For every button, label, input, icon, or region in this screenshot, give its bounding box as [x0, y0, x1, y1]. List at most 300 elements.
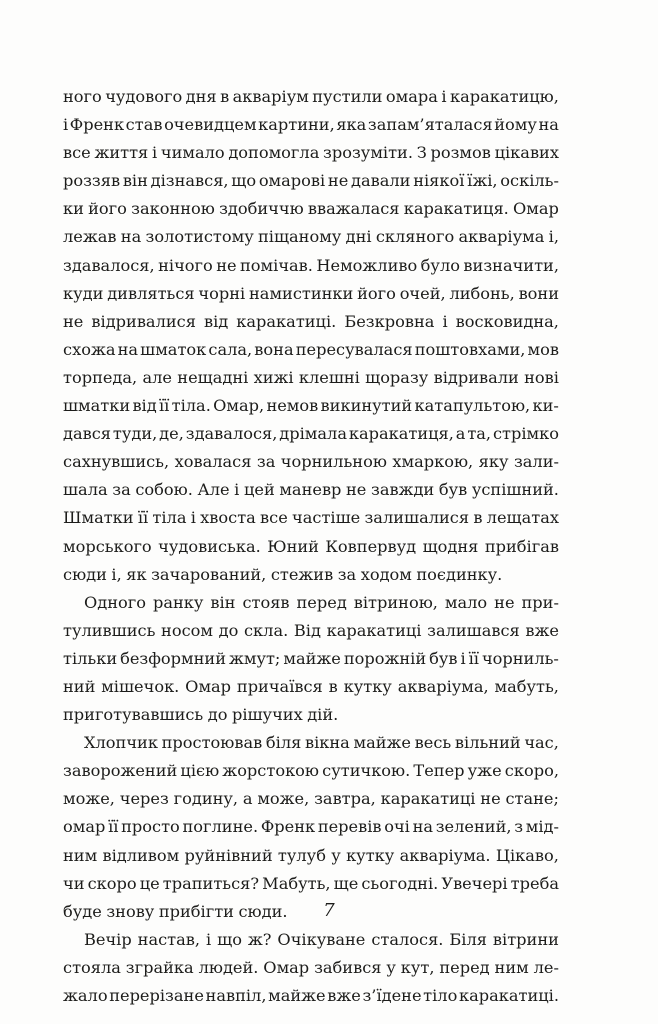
- word: ним: [494, 957, 529, 977]
- word: лежав: [63, 227, 117, 247]
- text-line: [63, 926, 559, 954]
- word: пустили: [312, 87, 383, 106]
- word: цією: [180, 761, 220, 781]
- word: вони: [518, 283, 559, 303]
- word: треба: [510, 873, 559, 893]
- word: Одного: [84, 592, 146, 612]
- word: мішечок.: [101, 676, 180, 696]
- word: визначити,: [463, 255, 559, 275]
- word: це: [139, 873, 160, 893]
- word: перевів: [317, 817, 382, 837]
- word: викинутий: [320, 396, 413, 416]
- word: торпеда,: [63, 367, 138, 387]
- word: але: [142, 367, 172, 387]
- word: і: [234, 480, 240, 500]
- word: піщаному: [258, 227, 342, 247]
- word: зграйка: [125, 957, 194, 977]
- word: законною: [131, 199, 215, 219]
- word: зрозуміти.: [323, 143, 413, 163]
- word: либонь,: [449, 283, 515, 303]
- word: життя: [94, 143, 149, 163]
- word: акваріума: [458, 227, 545, 247]
- word: оскіль-: [500, 171, 559, 191]
- word: вона: [254, 339, 294, 359]
- word: він: [122, 171, 148, 191]
- word: її: [468, 648, 479, 668]
- text-line: [63, 813, 559, 841]
- word: час,: [524, 733, 559, 753]
- word: перерізане: [109, 986, 204, 1005]
- word: Безкровна: [344, 311, 435, 331]
- word: сала,: [208, 339, 253, 359]
- word: куди: [63, 283, 104, 303]
- word: дивляться: [107, 283, 195, 303]
- word: Очікуване: [277, 929, 366, 949]
- word: жало: [63, 986, 108, 1005]
- word: дня: [185, 87, 217, 106]
- word: запам’яталася: [367, 115, 493, 135]
- word: трапиться?: [162, 873, 260, 893]
- word: ле-: [533, 957, 559, 977]
- word: простоював: [161, 733, 263, 753]
- text-line: [63, 785, 559, 813]
- word: ховалася: [174, 452, 252, 472]
- word: уже: [467, 761, 502, 781]
- word: мабуть,: [494, 676, 559, 696]
- word: не: [480, 789, 501, 809]
- word: Але: [197, 480, 230, 500]
- word: скоро: [87, 873, 137, 893]
- word: вітрини: [492, 929, 559, 949]
- word: та,: [467, 424, 492, 444]
- word: як: [126, 564, 147, 584]
- word: і: [206, 929, 212, 949]
- word: вітриною,: [353, 592, 438, 612]
- word: маневр: [279, 480, 342, 500]
- word: чудовиська.: [158, 536, 261, 556]
- text-line: [63, 757, 559, 785]
- word: і,: [111, 564, 122, 584]
- word: тулившись: [63, 620, 156, 640]
- word: акваріума,: [397, 676, 489, 696]
- word: поштовхами,: [414, 339, 526, 359]
- word: Омар,: [213, 396, 265, 416]
- text-line: [63, 842, 559, 870]
- word: носом: [161, 620, 213, 640]
- word: забився: [314, 957, 382, 977]
- word: її: [108, 817, 119, 837]
- word: знову: [106, 901, 155, 921]
- word: Омар: [263, 957, 310, 977]
- word: собою.: [135, 480, 193, 500]
- word: її: [137, 508, 149, 528]
- word: каракатиці.: [458, 986, 559, 1005]
- word: дався: [63, 424, 112, 444]
- word: він: [210, 592, 236, 612]
- word: тільки: [63, 648, 118, 668]
- word: їжі,: [467, 171, 498, 191]
- word: на: [120, 227, 142, 247]
- word: до: [218, 620, 239, 640]
- word: туди,: [112, 424, 158, 444]
- word: в: [473, 508, 483, 528]
- text-line: [63, 83, 559, 111]
- word: омар: [63, 817, 106, 837]
- text-line: [63, 364, 559, 392]
- text-line: [63, 336, 559, 364]
- word: здавалося,: [63, 255, 155, 275]
- word: кутку: [346, 845, 395, 865]
- word: ранку: [152, 592, 204, 612]
- word: при-: [521, 592, 559, 612]
- word: до: [207, 705, 228, 725]
- word: сюди.: [238, 901, 288, 921]
- word: чорні: [198, 283, 246, 303]
- text-line: [63, 617, 559, 645]
- word: очі: [384, 817, 410, 837]
- word: поєдинку.: [416, 564, 503, 584]
- word: стежив: [270, 564, 334, 584]
- word: скляного: [375, 227, 455, 247]
- word: каракатиці: [380, 789, 476, 809]
- text-line: [63, 195, 559, 223]
- word: в: [220, 87, 230, 106]
- body-text: [63, 83, 559, 1010]
- word: очевидцем: [164, 115, 257, 135]
- word: ним: [63, 845, 98, 865]
- text-line: [63, 308, 559, 336]
- word: через: [119, 789, 169, 809]
- word: дрімала: [279, 424, 347, 444]
- word: буде: [63, 901, 102, 921]
- word: порожній: [343, 648, 427, 668]
- word: чорнильною: [280, 452, 387, 472]
- word: золотистому: [145, 227, 254, 247]
- word: хижі: [253, 367, 294, 387]
- word: завжди: [370, 480, 435, 500]
- word: не: [63, 311, 84, 331]
- word: за: [337, 564, 357, 584]
- word: Тепер: [413, 761, 465, 781]
- word: нещадні: [177, 367, 249, 387]
- word: може,: [63, 789, 115, 809]
- word: Шматки: [63, 508, 134, 528]
- word: каракатиця.: [403, 199, 509, 219]
- word: майже: [268, 986, 326, 1005]
- word: ки: [63, 199, 84, 219]
- word: пересувалася: [295, 339, 413, 359]
- word: З: [416, 143, 427, 163]
- word: вікна: [304, 733, 350, 753]
- word: цікавих: [494, 143, 559, 163]
- word: жмут;: [228, 648, 281, 668]
- word: Юний: [267, 536, 319, 556]
- word: дій.: [307, 705, 339, 725]
- word: восковидна,: [455, 311, 559, 331]
- word: і: [460, 648, 466, 668]
- word: з: [514, 817, 524, 837]
- text-line: [63, 476, 559, 504]
- word: сюди: [63, 564, 107, 584]
- word: рішучих: [231, 705, 303, 725]
- word: Увечері: [441, 873, 508, 893]
- word: давали: [351, 171, 411, 191]
- word: стояла: [63, 957, 121, 977]
- text-line: [63, 392, 559, 420]
- word: відливом: [102, 845, 180, 865]
- text-line: [63, 645, 559, 673]
- word: просто: [121, 817, 180, 837]
- word: сталося.: [371, 929, 444, 949]
- word: відривалися: [91, 311, 196, 331]
- word: вже: [327, 986, 361, 1005]
- word: кутку: [343, 676, 392, 696]
- word: скла.: [243, 620, 289, 640]
- word: у: [386, 957, 396, 977]
- word: Мабуть,: [262, 873, 331, 893]
- word: Ковпервуд: [325, 536, 417, 556]
- word: Френк: [69, 115, 125, 135]
- word: за: [256, 452, 276, 472]
- word: його: [357, 283, 396, 303]
- word: жорстокою: [222, 761, 320, 781]
- word: все: [63, 143, 91, 163]
- word: поглине.: [182, 817, 259, 837]
- word: сутичкою.: [322, 761, 411, 781]
- word: каракатиця,: [348, 424, 454, 444]
- word: Омар: [513, 199, 559, 219]
- text-line: [63, 167, 559, 195]
- word: все: [260, 508, 288, 528]
- text-line: [63, 982, 559, 1010]
- word: від: [203, 311, 229, 331]
- word: настав,: [137, 929, 201, 949]
- word: каракатицю,: [449, 87, 559, 106]
- text-line: [63, 504, 559, 532]
- word: Неможливо: [316, 255, 418, 275]
- word: шматки: [63, 396, 131, 416]
- word: її: [158, 396, 170, 416]
- word: кут,: [400, 957, 435, 977]
- word: морського: [63, 536, 152, 556]
- word: за: [112, 480, 131, 500]
- word: немов: [266, 396, 319, 416]
- word: майже: [353, 733, 412, 753]
- word: зали-: [513, 452, 559, 472]
- word: роззяв: [63, 171, 121, 191]
- word: зачарований,: [151, 564, 267, 584]
- word: тіла: [152, 508, 187, 528]
- word: не: [494, 592, 515, 612]
- word: Омар: [185, 676, 232, 696]
- word: ніякої: [413, 171, 465, 191]
- word: Від: [293, 620, 321, 640]
- word: завтра,: [314, 789, 376, 809]
- word: сьогодні.: [361, 873, 439, 893]
- text-line: [63, 729, 559, 757]
- word: на: [412, 817, 434, 837]
- text-line: [63, 223, 559, 251]
- word: стрімко: [492, 424, 559, 444]
- word: заворожений: [63, 761, 178, 781]
- word: Цікаво,: [495, 845, 559, 865]
- word: схожа: [63, 339, 116, 359]
- word: Вечір: [84, 929, 132, 949]
- word: скоро,: [504, 761, 559, 781]
- word: картини,: [258, 115, 335, 135]
- word: ки-: [532, 396, 559, 416]
- word: ж?: [247, 929, 272, 949]
- word: хмаркою,: [392, 452, 474, 472]
- word: навпіл,: [205, 986, 267, 1005]
- word: мало: [444, 592, 488, 612]
- word: омара: [385, 87, 438, 106]
- word: ного: [63, 87, 102, 106]
- page-number: 7: [323, 900, 335, 921]
- word: розмов: [430, 143, 491, 163]
- word: катапультою,: [414, 396, 531, 416]
- word: допомогла: [228, 143, 320, 163]
- text-line: [63, 870, 559, 898]
- word: годину,: [173, 789, 239, 809]
- word: майже: [283, 648, 341, 668]
- word: яка: [336, 115, 367, 135]
- word: було: [420, 255, 460, 275]
- word: здобиччю: [219, 199, 304, 219]
- word: де,: [159, 424, 184, 444]
- word: і,: [548, 227, 559, 247]
- word: і: [441, 87, 447, 106]
- word: намистинки: [249, 283, 354, 303]
- word: біля: [265, 733, 302, 753]
- word: відривали: [433, 367, 519, 387]
- word: і: [151, 143, 158, 163]
- word: нові: [524, 367, 559, 387]
- text-line: [63, 280, 559, 308]
- word: омарові: [258, 171, 326, 191]
- word: чимало: [160, 143, 225, 163]
- word: шала: [63, 480, 108, 500]
- word: не: [346, 480, 367, 500]
- word: Хлопчик: [84, 733, 158, 753]
- word: щоразу: [365, 367, 429, 387]
- word: яку: [478, 452, 509, 472]
- word: нічого: [158, 255, 213, 275]
- text-line: [63, 673, 559, 701]
- word: акваріум: [232, 87, 309, 106]
- text-line: [63, 533, 559, 561]
- word: і: [442, 311, 448, 331]
- word: прибігав: [484, 536, 559, 556]
- word: чорниль-: [481, 648, 559, 668]
- word: Біля: [449, 929, 487, 949]
- text-line: [63, 589, 559, 617]
- word: ще: [333, 873, 359, 893]
- word: дні: [345, 227, 372, 247]
- word: тіло: [423, 986, 458, 1005]
- text-line: [63, 701, 559, 729]
- word: щодня: [422, 536, 479, 556]
- word: стояв: [242, 592, 290, 612]
- word: руйнівний: [184, 845, 273, 865]
- word: успішний.: [471, 480, 559, 500]
- word: не: [327, 171, 349, 191]
- word: на: [538, 115, 559, 135]
- text-line: [63, 954, 559, 982]
- word: залишалися: [364, 508, 470, 528]
- word: чи: [63, 873, 85, 893]
- word: мов: [527, 339, 559, 359]
- word: акваріума.: [399, 845, 491, 865]
- word: на: [117, 339, 139, 359]
- word: приготувавшись: [63, 705, 204, 725]
- word: здавалося,: [185, 424, 278, 444]
- word: тулуб: [277, 845, 326, 865]
- word: клешні: [298, 367, 360, 387]
- word: тіла.: [171, 396, 211, 416]
- word: і: [190, 508, 196, 528]
- word: а: [455, 424, 466, 444]
- word: став: [125, 115, 163, 135]
- word: був: [438, 480, 468, 500]
- word: залишався: [427, 620, 520, 640]
- word: не: [216, 255, 237, 275]
- word: хвоста: [200, 508, 256, 528]
- word: йому: [494, 115, 537, 135]
- word: вже: [525, 620, 559, 640]
- word: вважалася: [307, 199, 400, 219]
- word: людей.: [198, 957, 259, 977]
- word: каракатиці.: [236, 311, 337, 331]
- word: стане;: [505, 789, 559, 809]
- word: мід-: [525, 817, 559, 837]
- word: Френк: [260, 817, 316, 837]
- word: дізнався,: [150, 171, 229, 191]
- word: у: [331, 845, 341, 865]
- word: частіше: [292, 508, 361, 528]
- word: перед: [439, 957, 490, 977]
- word: перед: [296, 592, 347, 612]
- word: очей,: [399, 283, 446, 303]
- word: від: [132, 396, 157, 416]
- word: може,: [257, 789, 310, 809]
- text-line: [63, 111, 559, 139]
- word: лещатах: [486, 508, 559, 528]
- word: каракатиці: [326, 620, 422, 640]
- word: що: [231, 171, 257, 191]
- word: цей: [243, 480, 275, 500]
- word: а: [242, 789, 253, 809]
- word: ходом: [360, 564, 412, 584]
- word: його: [88, 199, 127, 219]
- word: ний: [63, 676, 96, 696]
- text-line: [63, 420, 559, 448]
- text-line: [63, 252, 559, 280]
- text-line: [63, 139, 559, 167]
- word: і: [63, 115, 69, 135]
- word: був: [429, 648, 458, 668]
- word: причаївся: [236, 676, 323, 696]
- word: чудового: [105, 87, 183, 106]
- word: в: [328, 676, 338, 696]
- word: з’їдене: [362, 986, 422, 1005]
- word: прибігти: [158, 901, 234, 921]
- word: безформний: [120, 648, 226, 668]
- word: весь: [414, 733, 452, 753]
- word: сахнувшись,: [63, 452, 170, 472]
- word: що: [217, 929, 242, 949]
- word: вільний: [454, 733, 521, 753]
